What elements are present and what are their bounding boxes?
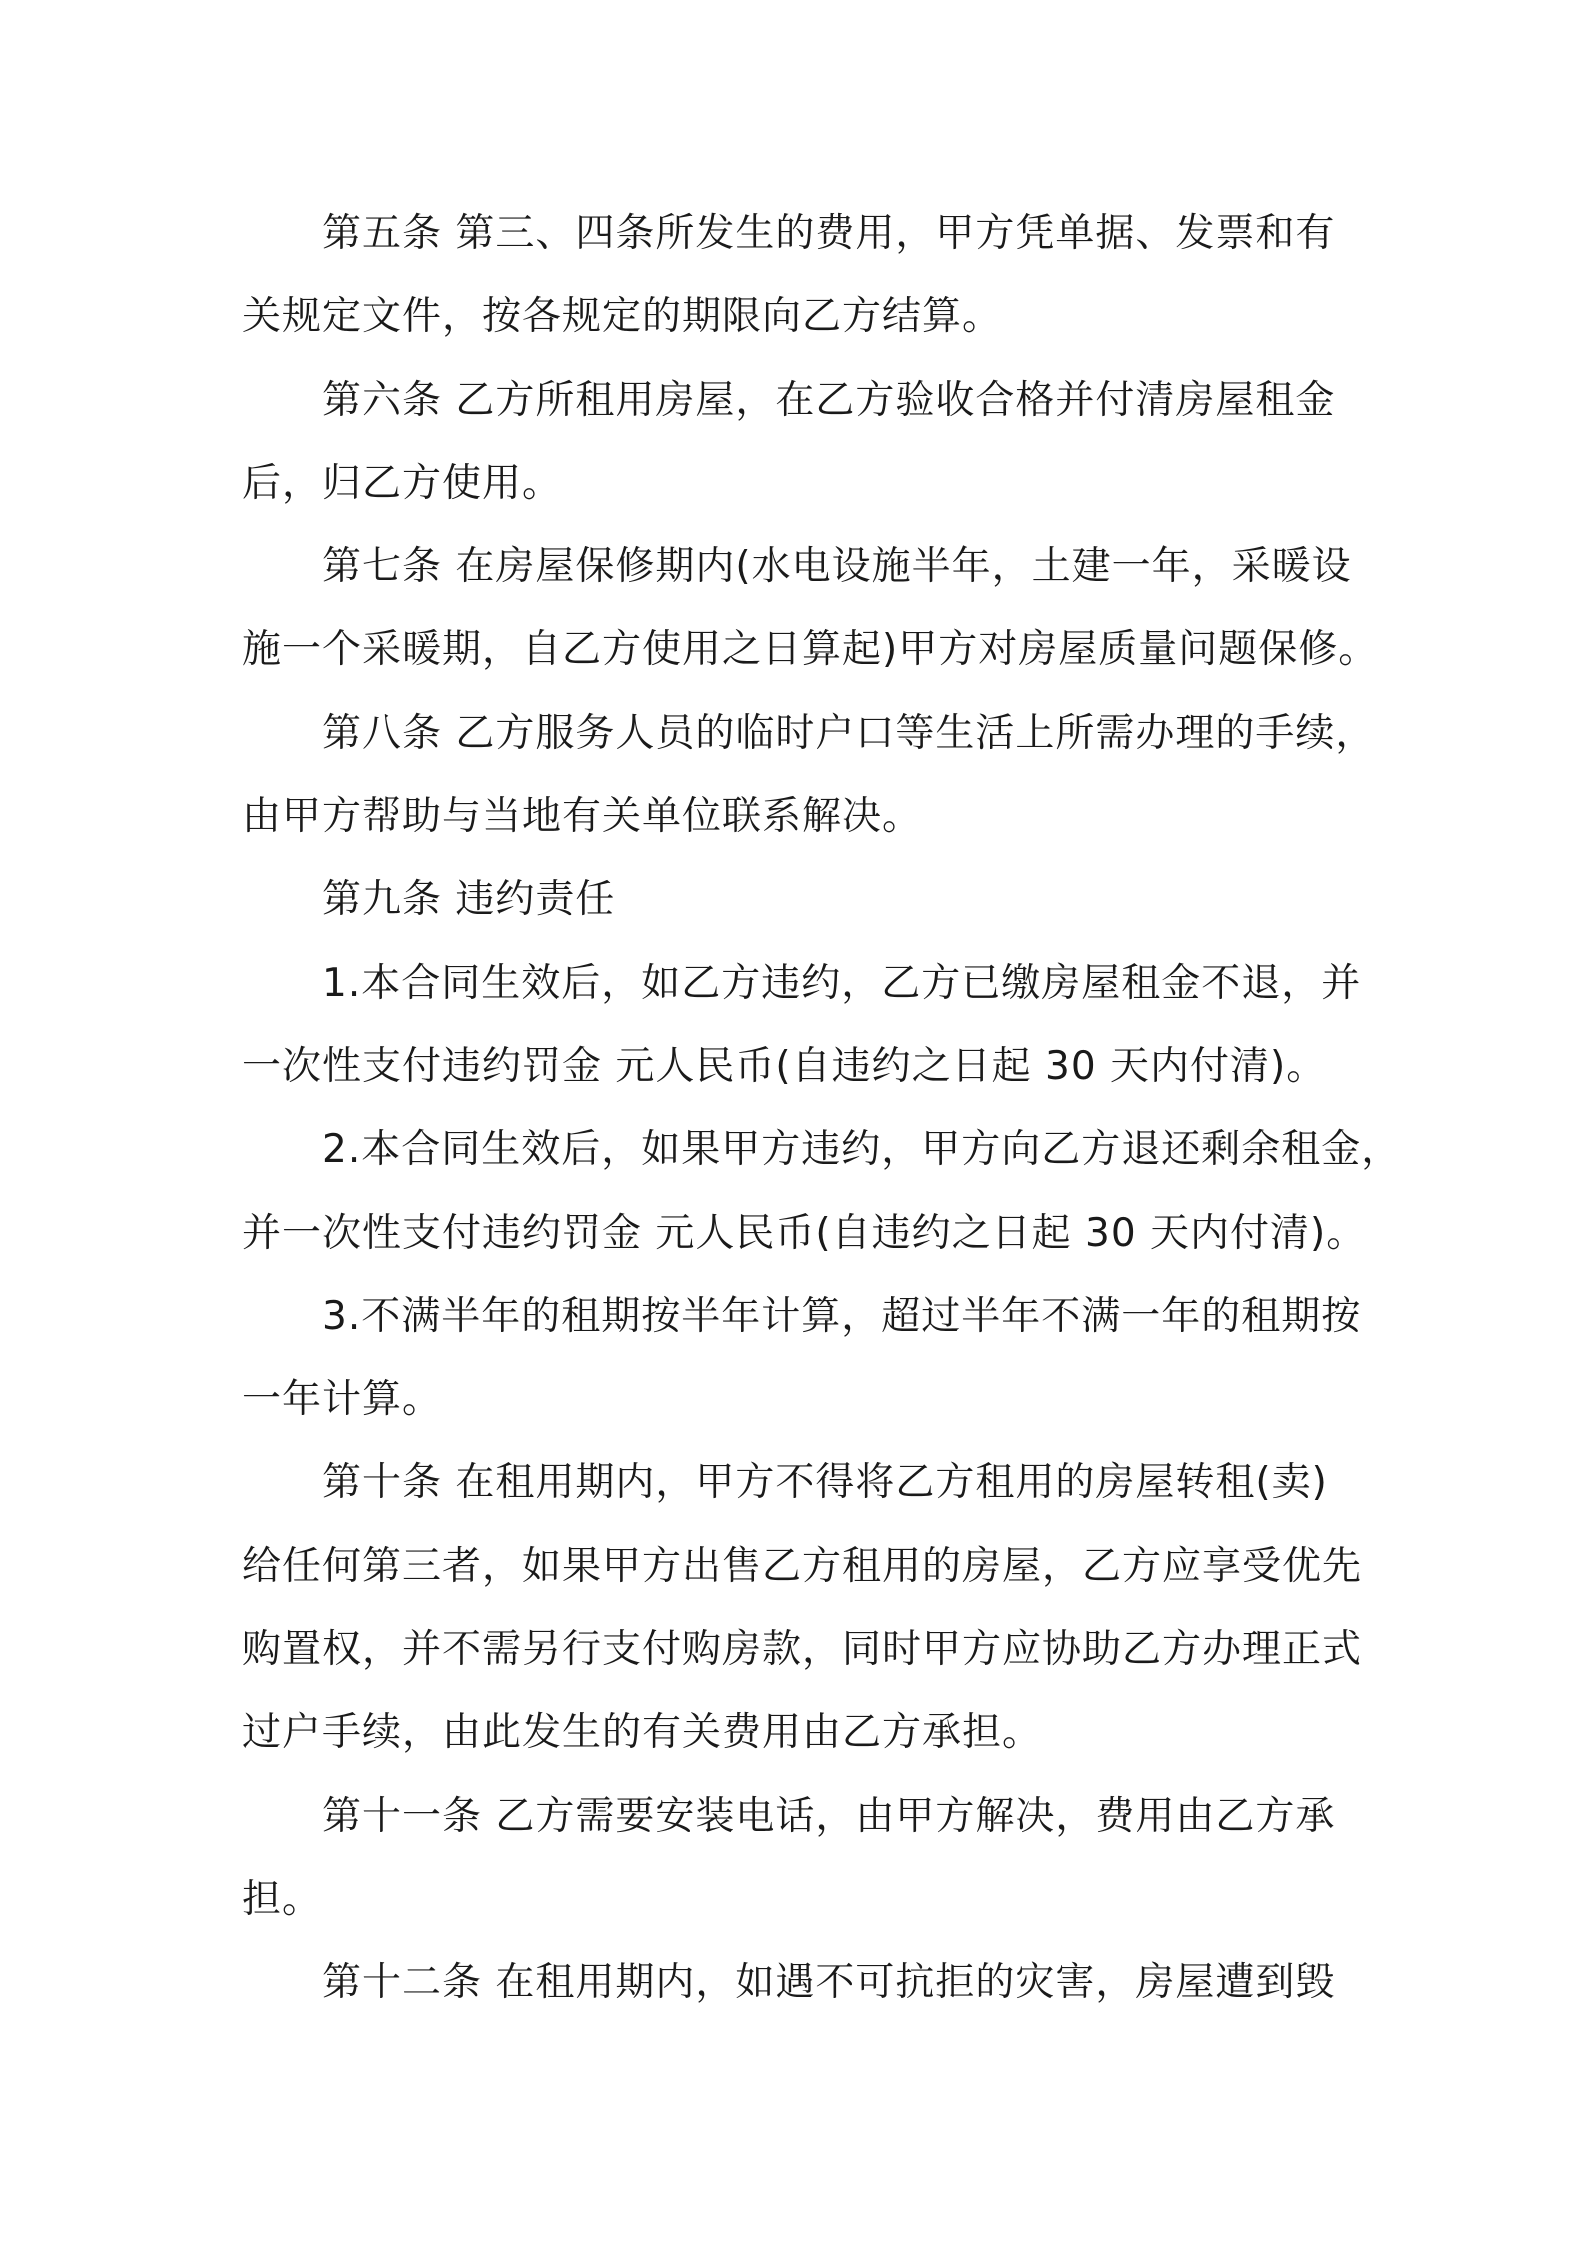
text-line: 后，归乙方使用。 xyxy=(242,460,563,506)
text-line: 3.不满半年的租期按半年计算，超过半年不满一年的租期按 xyxy=(322,1293,1362,1339)
text-line: 购置权，并不需另行支付购房款，同时甲方应协助乙方办理正式 xyxy=(242,1627,1363,1673)
text-line: 第十条 在租用期内，甲方不得将乙方租用的房屋转租(卖) xyxy=(322,1460,1328,1506)
text-line: 由甲方帮助与当地有关单位联系解决。 xyxy=(242,794,923,840)
text-line: 2.本合同生效后，如果甲方违约，甲方向乙方退还剩余租金， xyxy=(322,1127,1402,1173)
text-line: 第七条 在房屋保修期内(水电设施半年，土建一年，采暖设 xyxy=(322,544,1352,590)
contract-body xyxy=(242,192,1402,2025)
text-line: 一年计算。 xyxy=(242,1377,443,1423)
text-line: 1.本合同生效后，如乙方违约，乙方已缴房屋租金不退，并 xyxy=(322,960,1362,1006)
text-line: 第十一条 乙方需要安装电话，由甲方解决，费用由乙方承 xyxy=(322,1793,1336,1839)
text-line: 第十二条 在租用期内，如遇不可抗拒的灾害，房屋遭到毁 xyxy=(322,1960,1336,2006)
text-line: 担。 xyxy=(242,1876,323,1922)
text-line: 给任何第三者，如果甲方出售乙方租用的房屋，乙方应享受优先 xyxy=(242,1543,1363,1589)
text-line: 关规定文件，按各规定的期限向乙方结算。 xyxy=(242,294,1003,340)
text-line: 第九条 违约责任 xyxy=(322,877,616,923)
text-line: 施一个采暖期，自乙方使用之日算起)甲方对房屋质量问题保修。 xyxy=(242,627,1379,673)
text-line: 一次性支付违约罚金 元人民币(自违约之日起 30 天内付清)。 xyxy=(242,1043,1327,1089)
text-line: 并一次性支付违约罚金 元人民币(自违约之日起 30 天内付清)。 xyxy=(242,1210,1367,1256)
text-line: 第八条 乙方服务人员的临时户口等生活上所需办理的手续， xyxy=(322,710,1376,756)
text-line: 第六条 乙方所租用房屋，在乙方验收合格并付清房屋租金 xyxy=(322,377,1336,423)
text-line: 第五条 第三、四条所发生的费用，甲方凭单据、发票和有 xyxy=(322,211,1336,256)
text-line: 过户手续，由此发生的有关费用由乙方承担。 xyxy=(242,1710,1043,1756)
